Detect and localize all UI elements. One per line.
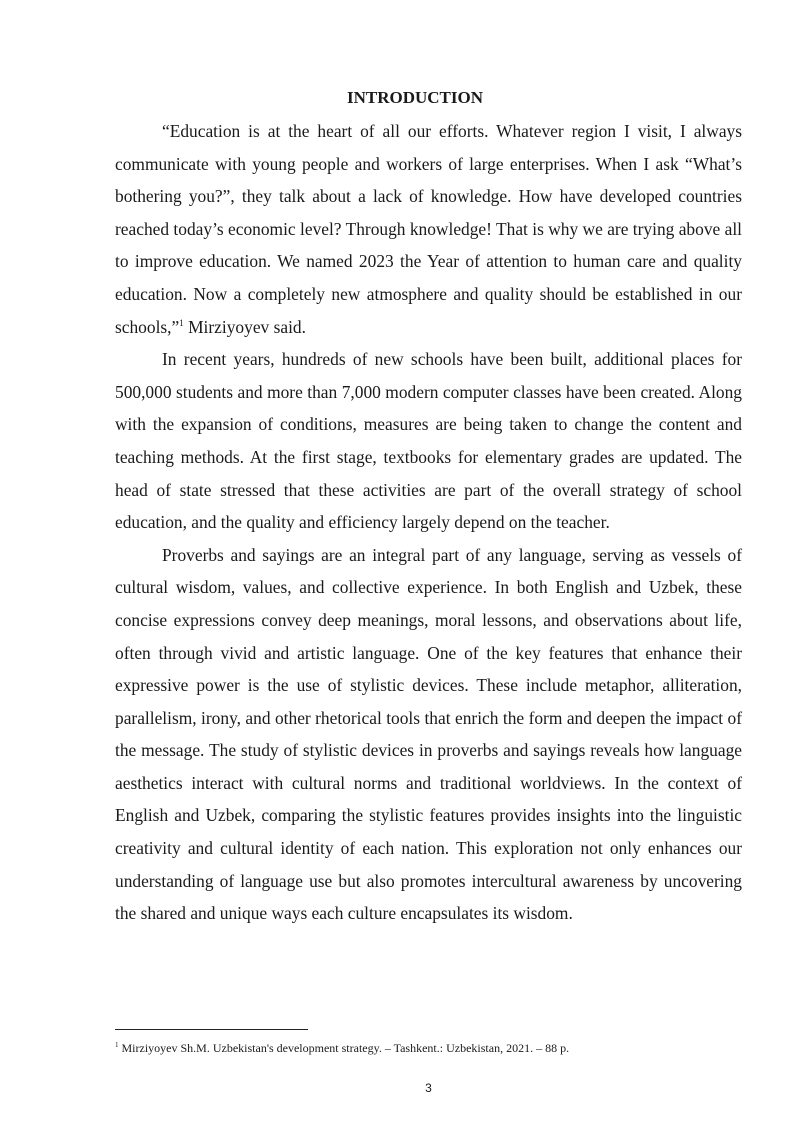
body-text — [115, 115, 742, 930]
paragraph-quote-text: “Education is at the heart of all our efforts. Whatever region I visit, I always communicate with young people and workers of large enterprises. When I ask “What’s bothering you?”, they talk about a lack of knowledge. How have developed countries reached today’s economic level? Through knowledge! That is why we are trying above all to improve education. We named 2023 the Year of attention to human care and quality education. Now a completely new atmosphere and quality should be established in our schools,” — [115, 121, 742, 337]
footnote-text: Mirziyoyev Sh.M. Uzbekistan's development strategy. – Tashkent.: Uzbekistan, 2021. – 88 p. — [118, 1041, 570, 1055]
footnote-marker: 1 — [115, 1041, 119, 1049]
paragraph-quote-attribution: Mirziyoyev said. — [183, 316, 306, 337]
footnote-reference[interactable]: 1 — [179, 317, 184, 328]
paragraph-schools: In recent years, hundreds of new schools have been built, additional places for 500,000 students and more than 7,000 modern computer classes have been created. Along with the expansion of conditions, measures are being taken to change the content and teaching methods. At the first stage, textbooks for elementary grades are updated. The head of state stressed that these activities are part of the overall strategy of school education, and the quality and efficiency largely depend on the teacher. — [115, 349, 742, 533]
paragraph-quote — [115, 115, 742, 343]
page-number: 3 — [425, 1081, 432, 1095]
page-title: INTRODUCTION — [346, 88, 484, 107]
document-page — [115, 0, 742, 1131]
paragraph-proverbs: Proverbs and sayings are an integral part of any language, serving as vessels of cultural wisdom, values, and collective experience. In both English and Uzbek, these concise expressions convey deep meanings, moral lessons, and observations about life, often through vivid and artistic language. One of the key features that enhance their expressive power is the use of stylistic devices. These include metaphor, alliteration, parallelism, irony, and other rhetorical tools that enrich the form and deepen the impact of the message. The study of stylistic devices in proverbs and sayings reveals how language aesthetics interact with cultural norms and traditional worldviews. In the context of English and Uzbek, comparing the stylistic features provides insights into the linguistic creativity and cultural identity of each nation. This exploration not only enhances our understanding of language use but also promotes intercultural awareness by uncovering the shared and unique ways each culture encapsulates its wisdom. — [115, 544, 742, 924]
footnote — [115, 1040, 742, 1056]
footnote-separator — [115, 1029, 308, 1030]
